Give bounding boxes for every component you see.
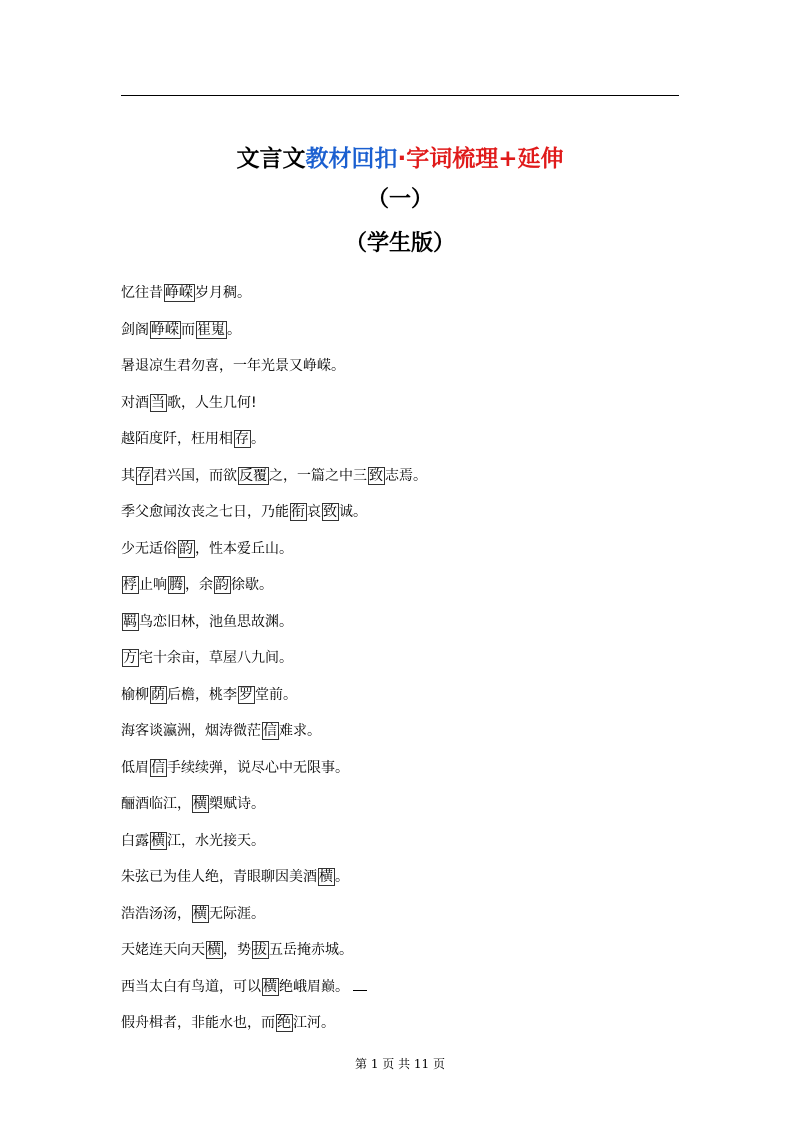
sentence-line: [121, 356, 681, 393]
sentence-line: [121, 758, 681, 795]
sentence-text: 少无适俗: [121, 540, 177, 557]
boxed-keyword: 拔: [253, 942, 267, 958]
sentence-text: ，余: [185, 577, 213, 593]
sentence-line: [121, 502, 681, 539]
sentence-text: 而: [181, 321, 195, 338]
sentence-text: 暑退凉生君勿喜，一年光景又峥嵘。: [121, 358, 345, 374]
sentence-text: 难求。: [279, 723, 321, 739]
sentence-text: 槊赋诗。: [209, 796, 265, 812]
boxed-keyword: 崔嵬: [197, 321, 225, 338]
boxed-keyword: 致: [369, 467, 383, 484]
sentence-text: 假舟楫者，非能水也，而: [121, 1015, 275, 1031]
boxed-keyword: 横: [319, 869, 333, 885]
boxed-keyword: 峥嵘: [165, 285, 193, 301]
title-part-1: 文言文: [236, 146, 306, 172]
sentence-text: ，性本爱丘山。: [195, 540, 293, 557]
sentence-line: [121, 466, 681, 503]
boxed-keyword: 反覆: [239, 467, 267, 484]
sentence-text: 哀: [307, 504, 321, 520]
boxed-keyword: 致: [323, 504, 337, 520]
sentence-text: 宅十余亩，草屋八九间。: [139, 650, 293, 666]
subtitle-number: （一）: [366, 187, 433, 212]
title-part-3: ·字词梳理+延伸: [397, 146, 564, 172]
sentence-text: 无际涯。: [209, 905, 265, 922]
boxed-keyword: 桴: [123, 577, 137, 593]
sentence-list: [121, 283, 681, 1050]
boxed-keyword: 腾: [169, 577, 183, 593]
sentence-line: [121, 721, 681, 758]
boxed-keyword: 荫: [151, 686, 165, 703]
sentence-line: [121, 429, 681, 466]
sentence-text: 鸟恋旧林，池鱼思故渊。: [139, 613, 293, 630]
sentence-text: 后檐，桃李: [167, 686, 237, 703]
sentence-text: 榆柳: [121, 686, 149, 703]
sentence-line: [121, 940, 681, 977]
sentence-text: 岁月稠。: [195, 285, 251, 301]
document-title: [0, 140, 800, 173]
sentence-text: 君兴国，而欲: [153, 467, 237, 484]
page-footer: 第 1 页 共 11 页: [355, 1057, 445, 1071]
boxed-keyword: 羁: [123, 613, 137, 630]
boxed-keyword: 横: [193, 796, 207, 812]
boxed-keyword: 横: [263, 978, 277, 995]
sentence-text: 。: [251, 431, 265, 447]
sentence-text: 歌，人生几何!: [167, 394, 257, 411]
sentence-text: ，势: [223, 942, 251, 958]
sentence-line: [121, 867, 681, 904]
boxed-keyword: 横: [193, 905, 207, 922]
sentence-text: 越陌度阡，枉用相: [121, 431, 233, 447]
title-part-2: 教材回扣: [305, 146, 398, 172]
boxed-keyword: 横: [207, 942, 221, 958]
boxed-keyword: 绝: [277, 1015, 291, 1031]
sentence-text: 。: [227, 321, 241, 338]
sentence-line: [121, 539, 681, 576]
sentence-text: 诚。: [339, 504, 367, 520]
sentence-text: 止响: [139, 577, 167, 593]
header-rule: [121, 95, 679, 96]
sentence-line: [121, 831, 681, 868]
sentence-text: 季父愈闻汝丧之七日，乃能: [121, 504, 289, 520]
boxed-keyword: 衔: [291, 504, 305, 520]
sentence-text: 徐歇。: [231, 577, 273, 593]
sentence-text: 江，水光接天。: [167, 832, 265, 849]
sentence-line: [121, 575, 681, 612]
sentence-text: 天姥连天向天: [121, 942, 205, 958]
sentence-text: 酾酒临江，: [121, 796, 191, 812]
boxed-keyword: 罗: [239, 686, 253, 703]
sentence-text: 。: [335, 869, 349, 885]
boxed-keyword: 峥嵘: [151, 321, 179, 338]
sentence-text: 对酒: [121, 394, 149, 411]
sentence-line: [121, 283, 681, 320]
sentence-line: [121, 612, 681, 649]
boxed-keyword: 信: [151, 759, 165, 776]
boxed-keyword: 存: [235, 431, 249, 447]
sentence-text: 浩浩汤汤，: [121, 905, 191, 922]
boxed-keyword: 信: [263, 723, 277, 739]
sentence-text: 堂前。: [255, 686, 297, 703]
sentence-text: 西当太白有鸟道，可以: [121, 978, 261, 995]
boxed-keyword: 方: [123, 650, 137, 666]
sentence-text: 绝峨眉巅。: [279, 978, 349, 995]
boxed-keyword: 韵: [215, 577, 229, 593]
sentence-text: 低眉: [121, 759, 149, 776]
sentence-line: [121, 1013, 681, 1050]
sentence-line: [121, 320, 681, 357]
sentence-text: 其: [121, 467, 135, 484]
sentence-line: [121, 977, 681, 1014]
sentence-line: [121, 393, 681, 430]
sentence-text: 忆往昔: [121, 285, 163, 301]
sentence-line: [121, 904, 681, 941]
blank-underline: [353, 978, 367, 991]
sentence-text: 白露: [121, 832, 149, 849]
sentence-text: 朱弦已为佳人绝，青眼聊因美酒: [121, 869, 317, 885]
boxed-keyword: 存: [137, 467, 151, 484]
boxed-keyword: 横: [151, 832, 165, 849]
sentence-text: 海客谈瀛洲，烟涛微茫: [121, 723, 261, 739]
sentence-line: [121, 794, 681, 831]
sentence-line: [121, 685, 681, 722]
boxed-keyword: 韵: [179, 540, 193, 557]
sentence-text: 之，一篇之中三: [269, 467, 367, 484]
sentence-text: 手续续弹，说尽心中无限事。: [167, 759, 349, 776]
sentence-text: 江河。: [293, 1015, 335, 1031]
boxed-keyword: 当: [151, 394, 165, 411]
sentence-text: 志焉。: [385, 467, 427, 484]
subtitle-version: （学生版）: [344, 231, 455, 256]
sentence-text: 剑阁: [121, 321, 149, 338]
sentence-text: 五岳掩赤城。: [269, 942, 353, 958]
sentence-line: [121, 648, 681, 685]
